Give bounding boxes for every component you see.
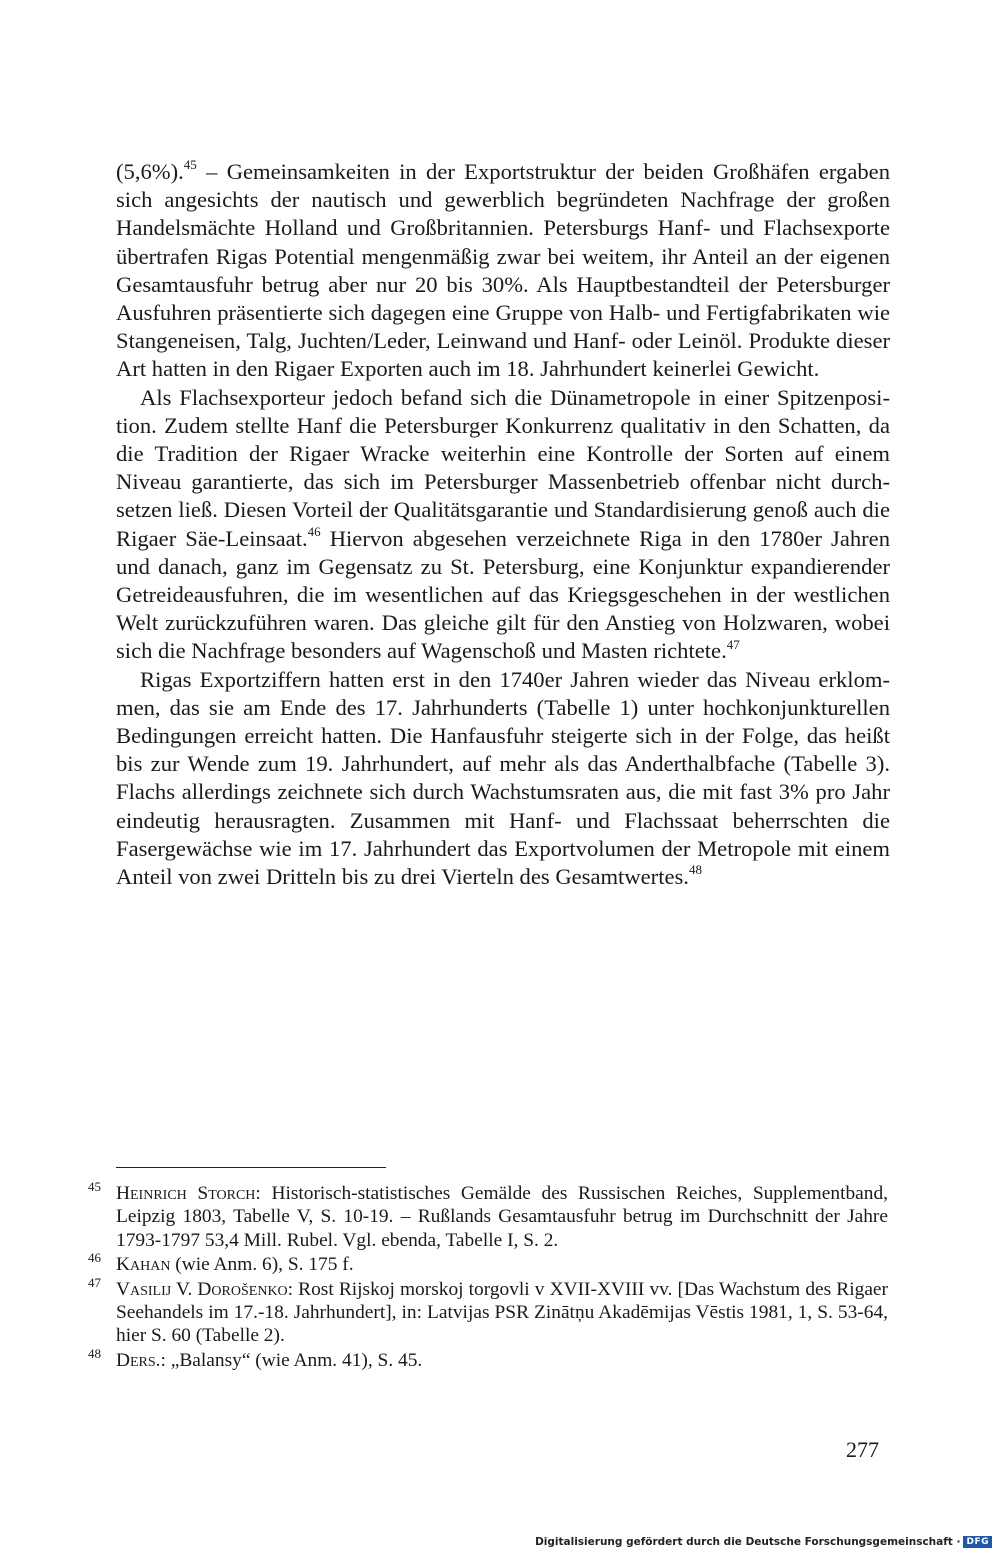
footnote-number: 46 [88,1250,101,1266]
author-name: Heinrich Storch [116,1183,256,1204]
footnotes [88,1179,888,1373]
footnote-text [116,1279,888,1347]
footnote-46 [88,1250,888,1276]
text-run: : Rost Rijskoj morskoj torgovli v XVII-XVIII vv. [Das Wachstum des Rigaer Seehandels im 17.-18. Jahrhundert], in: Latvijas PSR Zinātņu Akadēmijas Vēstis 1981, 1, S. 53-64, hier S. 60 (Tabelle 2). [116,1278,888,1347]
text-run: Hiervon abgesehen verzeichnete Riga in den 1780er Jahren und danach, ganz im Gegensatz zu St. Petersburg, eine Konjunktur expandierender Getreideausfuhren, die im wesentlichen auf das Kriegsgeschehen in der westlichen Welt zurückzuführen waren. Das gleiche gilt für den Anstieg von Holzwaren, wobei sich die Nachfrage besonders auf Wagenschoß und Masten richtete. [116,525,891,664]
text-run: (5,6%). [116,159,184,184]
text-run: : „Balansy“ (wie Anm. 41), S. 45. [160,1349,423,1371]
digitization-credit [535,1536,992,1548]
footnote-number: 45 [88,1179,101,1194]
footnote-ref: 45 [183,157,197,173]
footnote-text [116,1254,354,1275]
page-number: 277 [846,1437,879,1462]
text-run: (wie Anm. 6), S. 175 f. [170,1254,354,1276]
footnote-48 [88,1345,888,1372]
text-run: Als Flachsexporteur jedoch befand sich die Dünametropole in einer Spitzenposition. Zudem stellte Hanf die Petersburger Konkurrenz qualitativ in den Schatten, da die Tradition der Rigaer Wracke weiterhin eine Kontrolle der Sorten auf einem Niveau garantierte, das sich im Petersburger Massenbetrieb offenbar nicht durchsetzen ließ. Diesen Vorteil der Qualitätsgarantie und Standardisierung genoß auch die Rigaer Säe-Leinsaat. [116,384,890,551]
footnote-47 [88,1274,888,1348]
paragraph-2 [116,384,890,666]
credit-text: Digitalisierung gefördert durch die Deutsche Forschungsgemeinschaft · [535,1536,961,1548]
dfg-logo: DFG [963,1536,992,1548]
body-text [116,158,890,891]
author-name: Kahan [116,1254,171,1276]
author-name: Vasilij V. Dorošenko [116,1278,288,1300]
text-run: – Gemeinsamkeiten in der Exportstruktur der beiden Großhäfen ergaben sich angesichts der nautisch und gewerblich begründeten Nachfrage der großen Handelsmächte Holland und Großbritannien. Petersburgs Hanf- und Flachsexporte übertrafen Rigas Potential mengenmäßig zwar bei weitem, ihr Anteil an der eigenen Gesamtausfuhr betrug aber nur 20 bis 30%. Als Hauptbestandteil der Petersburger Ausfuhren präsentierte sich dagegen eine Gruppe von Halb- und Fertigfabrikaten wie Stangeneisen, Talg, Juchten/Leder, Leinwand und Hanf- oder Leinöl. Produkte dieser Art hatten in den Rigaer Exporten auch im 18. Jahrhundert keinerlei Gewicht. [116,159,890,382]
footnote-number: 48 [88,1345,101,1361]
author-name: Ders. [116,1349,161,1371]
paragraph-1 [116,158,890,384]
footnote-text [116,1183,888,1251]
paragraph-3 [116,666,890,892]
footnote-ref: 47 [726,636,740,652]
footnote-text [116,1350,422,1371]
footnote-ref: 48 [688,862,702,878]
text-run: : Historisch-statistisches Gemälde des Russischen Reiches, Supplementband, Leipzig 1803, Tabelle V, S. 10-19. – Rußlands Gesamtausfuhr betrug im Durchschnitt der Jahre 1793-1797 53,4 Mill. Rubel. Vgl. ebenda, Tabelle I, S. 2. [116,1183,888,1251]
footnote-separator [116,1167,386,1168]
text-run: Rigas Exportziffern hatten erst in den 1740er Jahren wieder das Niveau erklommen, das sie am Ende des 17. Jahrhunderts (Tabelle 1) unter hochkonjunkturellen Bedingungen erreicht hatten. Die Hanfausfuhr steigerte sich in der Folge, das heißt bis zur Wende zum 19. Jahrhundert, auf mehr als das Anderthalbfache (Tabelle 3). Flachs allerdings zeichnete sich durch Wachstumsraten aus, die mit fast 3% pro Jahr eindeutig herausragten. Zusammen mit Hanf- und Flachssaat beherrschten die Fasergewächse wie im 17. Jahrhundert das Exportvolumen der Metropole mit einem Anteil von zwei Dritteln bis zu drei Vierteln des Gesamtwertes. [116,666,890,890]
footnote-45 [88,1179,888,1252]
footnote-ref: 46 [307,523,321,539]
footnote-number: 47 [88,1274,101,1290]
